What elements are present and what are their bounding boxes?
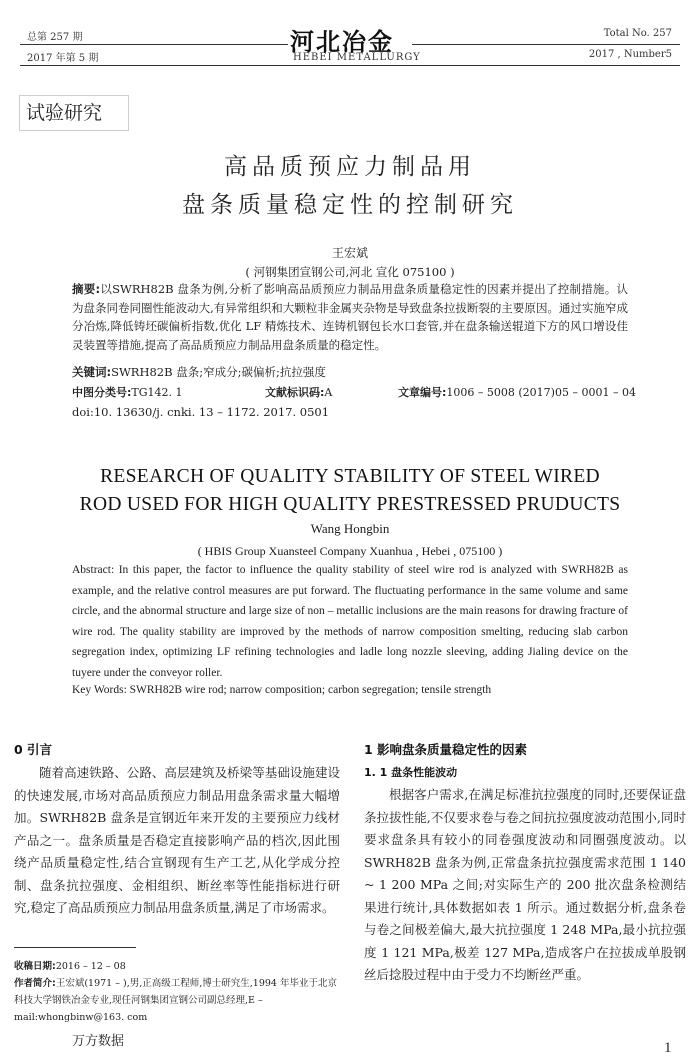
watermark-text: 万方数据 [72, 1034, 125, 1049]
header-rule-left-thin [20, 44, 288, 45]
affiliation-en: ( HBIS Group Xuansteel Company Xuanhua , Hebei , 075100 ) [197, 544, 503, 558]
abstract-cn [72, 280, 628, 354]
journal-title-en: HEBEI METALLURGY [293, 52, 421, 63]
header-rule-right-thin [412, 44, 680, 45]
received-label: 收稿日期: [14, 961, 56, 972]
page-number: 1 [664, 1040, 672, 1056]
author-cn: 王宏斌 [331, 246, 368, 260]
doi: doi:10. 13630/j. cnki. 13 – 1172. 2017. 0501 [72, 405, 330, 419]
total-number: Total No. 257 [603, 28, 672, 39]
header-rule [20, 65, 680, 66]
doc-code-label: 文献标识码: [265, 386, 325, 399]
doc-code-value: A [324, 386, 333, 399]
abstract-cn-label: 摘要: [72, 282, 101, 296]
author-en: Wang Hongbin [310, 521, 390, 536]
journal-title-cn: 河北冶金 [290, 27, 394, 56]
article-number-value: 1006 – 5008 (2017)05 – 0001 – 04 [446, 386, 636, 399]
issue-year: 2017 年第 5 期 [27, 53, 99, 64]
keywords-en: Key Words: SWRH82B wire rod; narrow composition; carbon segregation; tensile strength [72, 684, 492, 696]
footnote-received [14, 958, 340, 975]
section-label: 试验研究 [19, 95, 129, 131]
title-cn-line2: 盘条质量稳定性的控制研究 [182, 192, 518, 218]
affiliation-cn: ( 河钢集团宣钢公司,河北 宣化 075100 ) [245, 265, 455, 279]
section1-1-heading: 1. 1 盘条性能波动 [364, 766, 458, 779]
section1-heading: 1 影响盘条质量稳定性的因素 [364, 742, 528, 757]
title-cn-line1: 高品质预应力制品用 [224, 154, 476, 180]
section0-heading: 0 引言 [14, 742, 53, 757]
classification-row [72, 384, 636, 402]
title-en-line1: RESEARCH OF QUALITY STABILITY OF STEEL WIRED [100, 466, 600, 487]
title-en-line2: ROD USED FOR HIGH QUALITY PRESTRESSED PRUDUCTS [79, 494, 621, 515]
year-number: 2017 , Number5 [588, 49, 672, 60]
abstract-cn-text: 以SWRH82B 盘条为例,分析了影响高品质预应力制品用盘条质量稳定性的因素并提出了控制措施。认为盘条同卷同圈性能波动大,有异常组织和大颗粒非金属夹杂物是导致盘条拉拔断裂的主要原因。通过实施窄成分冶炼,降低铸坯碳偏析指数,优化 LF 精炼技术、连铸机钢包长水口套管,并在盘条输送辊道下方的风口增设佳灵装置等措施,提高了高品质预应力制品用盘条质量的稳定性。 [72, 282, 628, 352]
keywords-cn-label: 关键词: [72, 365, 112, 379]
author-bio-text: 王宏斌(1971 – ),男,正高级工程师,博士研究生,1994 年毕业于北京科技大学钢铁冶金专业,现任河钢集团宣钢公司副总经理,E – mail:whongbinw@163. com [14, 978, 337, 1023]
footnote-author [14, 975, 340, 1026]
footnote-rule [14, 947, 136, 948]
received-date: 2016 – 12 – 08 [55, 961, 126, 972]
abstract-en: Abstract: In this paper, the factor to influence the quality stability of steel wire rod is analyzed with SWRH82B as example, and the relative control measures are put forward. The fluctuating performance in the same volume and same circle, and the abnormal structure and large size of non – metallic inclusions are the main reasons for drawing fracture of wire rod. The quality stability are improved by the methods of narrow composition smelting, reducing slab carbon segregation index, optimizing LF refining technologies and ladle long nozzle sleeving, adding Jialing device on the tuyere under the conveyor roller. [72, 564, 628, 679]
author-bio-label: 作者简介: [14, 978, 56, 989]
keywords-cn-text: SWRH82B 盘条;窄成分;碳偏析;抗拉强度 [111, 365, 326, 379]
section1-1-text: 根据客户需求,在满足标准抗拉强度的同时,还要保证盘条拉拔性能,不仅要求卷与卷之间抗拉强度波动范围小,同时要求盘条具有较小的同卷强度波动和同圈强度波动。以 SWRH82B 盘条为例,正常盘条抗拉强度需求范围 1 140 ~ 1 200 MPa 之间;对实际生产的 200 批次盘条检测结果进行统计,具体数据如表 1 所示。通过数据分析,盘条卷与卷之间极差偏大,最大抗拉强度 1 248 MPa,最小抗拉强度 1 121 MPa,极差 127 MPa,造成客户在拉拔成单股钢丝后捻股过程中由于受力不均断丝严重。 [364, 787, 686, 982]
clc-value: TG142. 1 [131, 386, 183, 399]
issue-total: 总第 257 期 [27, 32, 83, 43]
section0-text: 随着高速铁路、公路、高层建筑及桥梁等基础设施建设的快速发展,市场对高品质预应力制品用盘条需求量大幅增加。SWRH82B 盘条是宣钢近年来开发的主要预应力线材产品之一。盘条质量是否稳定直接影响产品的档次,因此围绕产品质量稳定性,结合宣钢现有生产工艺,从化学成分控制、盘条抗拉强度、金相组织、断丝率等性能指标进行研究,稳定了高品质预应力制品用盘条质量,满足了市场需求。 [14, 765, 340, 915]
keywords-cn [72, 363, 628, 382]
clc-label: 中图分类号: [72, 386, 132, 399]
article-number-label: 文章编号: [398, 386, 447, 399]
